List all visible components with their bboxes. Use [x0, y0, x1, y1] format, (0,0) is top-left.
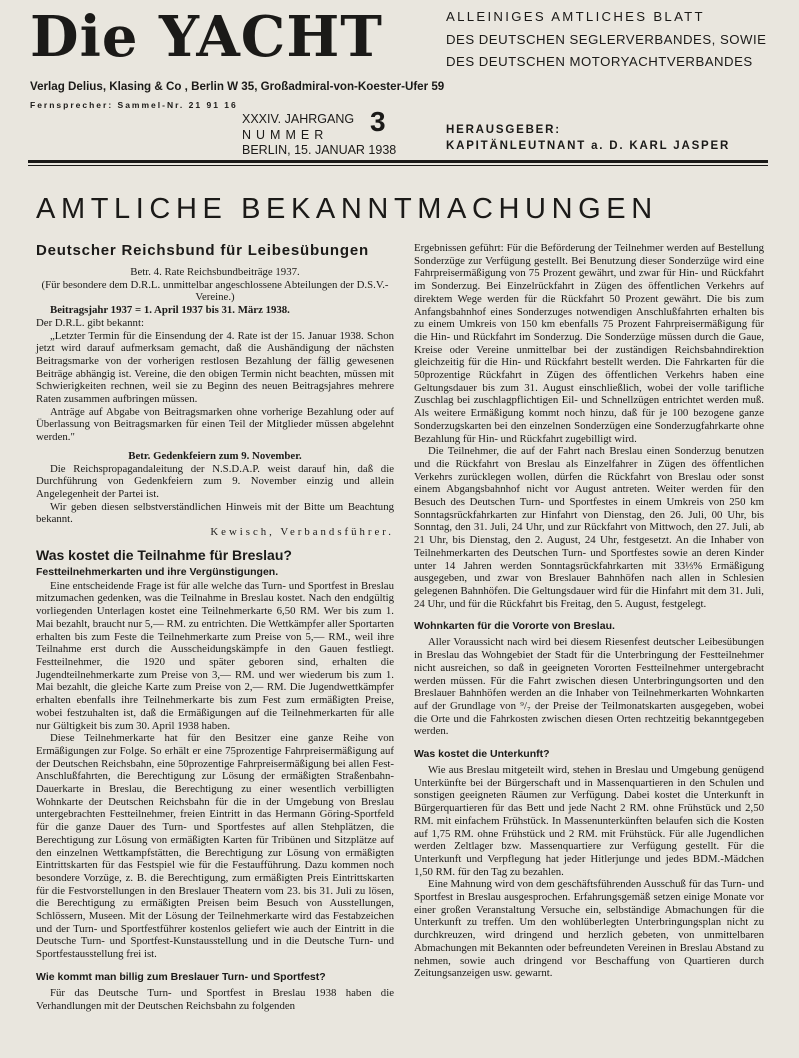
paragraph-rueckfahrt: Die Teilnehmer, die auf der Fahrt nach Breslau einen Sonderzug benutzen und die Rückfahrt von Breslau als Einzelfahrer in Zügen des öffentlichen Verkehrs zurücklegen wollen, dürfen die Rückfahrt von Breslau oder sonst einem Abgangsbahnhof nicht vor August antreten. Weiter werden für den Besuch des Deutschen Turn- und Sportfestes in einem Umkreis von 250 km Sonntagsrückfahrkarten zur Hinfahrt von Dienstag, den 26. Juli, 00 Uhr, bis Sonntag, den 31. Juli, 24 Uhr, und zur Rückfahrt von Mittwoch, den 27. Juli, ab 21 Uhr, bis Dienstag, den 2. August, 24 Uhr, festgesetzt. An die Inhaber von Teilnehmerkarten des Deutschen Turn- und Sportfestes sowie an deren Kinder unter 14 Jahren werden Sonntagsrückfahrkarten mit 33⅓% Ermäßigung ausgegeben, und zwar von Breslauer Bahnhöfen nach allen in Schlesien gelegenen Bahnhöfen. Die Geltungsdauer wird für die Hinfahrt mit dem 31. Juli, 24 Uhr, und für die Rückfahrt bis Freitag, den 5. August, festgelegt. [414, 445, 764, 610]
masthead [0, 0, 799, 175]
heading-breslau-cost: Was kostet die Teilnahme für Breslau? [36, 546, 292, 563]
paragraph-applications: Anträge auf Abgabe von Beitragsmarken ohne vorherige Bezahlung oder auf Überlassung von Beitragsmarken für einen Teil der Mitglieder müssen abgelehnt werden." [36, 405, 394, 444]
paragraph-reichsbahn: Für das Deutsche Turn- und Sportfest in Breslau 1938 haben die Verhandlungen mit der Deutschen Reichsbahn zu folgenden [36, 986, 394, 1012]
betr-rate-subtitle: (Für besondere dem D.R.L. unmittelbar angeschlossene Abteilungen der D.S.V.-Vereine.) [41, 278, 389, 304]
signature: Kewisch, Verbandsführer. [210, 526, 394, 539]
issue-info [242, 106, 442, 159]
official-line-2: DES DEUTSCHEN SEGLERVERBANDES, SOWIE [446, 31, 767, 47]
editor-block [446, 122, 786, 154]
paragraph-hinweis: Wir geben diesen selbstverständlichen Hinweis mit der Bitte um Beachtung bekannt. [36, 500, 394, 526]
drl-announces: Der D.R.L. gibt bekannt: [36, 316, 144, 329]
left-column [36, 242, 394, 1012]
editor-name: KAPITÄNLEUTNANT a. D. KARL JASPER [446, 140, 731, 152]
masthead-rule-thick [28, 160, 768, 163]
paragraph-ermaessigungen: Diese Teilnehmerkarte hat für den Besitzer eine ganze Reihe von Ermäßigungen zur Folge. So erhält er eine 75prozentige Fahrpreisermäßigung auf der Deutschen Reichsbahn, eine 50prozentige Fahrpreisermäßigung bei allen Fest-Anschlußfahrten, die Berechtigung zur Lösung der ermäßigten Straßenbahn-Dauerkarte in Breslau, die Berechtigung zu einer wesentlich verbilligten Wohnkarte der Deutschen Reichsbahn für die in der Umgebung von Breslau untergebrachten Festteilnehmer, freien Eintritt in das Hermann Göring-Sportfeld für die ganze Dauer des Turn- und Sportfestes auf allen Stehplätzen, die Berechtigung zur Lösung von ermäßigten Karten für Tribünen und Sitzplätze auf den einzelnen Wettkampfstätten, die Berechtigung zur Lösung von ermäßigten Eintrittskarten für das Festspiel wie für die Festaufführung. Dazu kommen noch besondere Vorzüge, z. B. die Berechtigung, zum ermäßigten Preis Eintrittskarten für die Festvorstellungen in den Breslauer Theatern vom 23. bis 31. Juli zu lösen, die Berechtigung zu ermäßigten Preisen beim Besuch von Ausstellungen, Schlössern, Museen. Mit der Lösung der Teilnehmerkarte wird das Festabzeichen und der Turn- und Sportfestführer kostenlos geliefert wie auch der Eintritt in die Deutsche Turn- und Sportfest-Kunstausstellung und in die Deutsche Turn- und Sportfestausstellung frei ist. [36, 732, 394, 961]
beitragsjahr: Beitragsjahr 1937 = 1. April 1937 bis 31. März 1938. [50, 304, 290, 317]
subheading-travel: Wie kommt man billig zum Breslauer Turn- und Sportfest? [36, 970, 326, 983]
official-line-3: DES DEUTSCHEN MOTORYACHTVERBANDES [446, 54, 753, 69]
issue-date: BERLIN, 15. JANUAR 1938 [242, 143, 397, 157]
newspaper-title: Die YACHT [30, 4, 383, 70]
paragraph-wohnkarten: Aller Voraussicht nach wird bei diesem Riesenfest deutscher Leibesübungen in Breslau das Wohngebiet der Stadt für die Unterbringung der Festteilnehmer nicht ausreichen, so daß in geeigneten Vororten Festteilnehmer untergebracht werden müssen. Für die Fahrt zwischen diesen Unterbringungsorten und den Breslauer Bahnhöfen werden an die Inhaber von Teilnehmerkarten Wohnkarten auf der Grundlage von ⁹/₇ der Preise der Teilmonatskarten ausgegeben, wobei die Orte und die Fahrkosten zwischen diesen Orten rechtzeitig bekanntgegeben werden. [414, 636, 764, 738]
betr-rate-title: Betr. 4. Rate Reichsbundbeiträge 1937. [130, 266, 300, 278]
heading-reichsbund: Deutscher Reichsbund für Leibesübungen [36, 242, 369, 259]
subheading-wohnkarten: Wohnkarten für die Vororte von Breslau. [414, 620, 615, 633]
phone-number: Fernsprecher: Sammel-Nr. 21 91 16 [30, 100, 238, 110]
masthead-rule-thin [28, 165, 768, 166]
paragraph-teilnehmerkarte: Eine entscheidende Frage ist für alle welche das Turn- und Sportfest in Breslau mitzumachen gedenken, was die Teilnahme in Breslau kostet. Nach den endgültig vorliegenden Unterlagen kostet eine Teilnehmerkarte 6,50 RM. Wer bis zum 1. Mai bezahlt, braucht nur 5,— RM. zu entrichten. Die Wettkämpfer aller Sportarten erhalten bis zum Feste die Teilnehmerkarte zum Preise von 5,— RM., weil ihre Teilnahme erst durch die Ausscheidungskämpfe in den Gauen festliegt. Festteilnehmer, die 1920 und später geboren sind, erhalten die Jugendteilnehmerkarte zum Preise von 3,— RM. und wer wiederum bis zum 1. Mai bezahlt, die gleiche Karte zum Preise von 2,— RM. Die Jugendwettkämpfer erhalten ebenfalls ihre Teilnehmerkarte bis zum Fest zum ermäßigten Preise, wobei festzuhalten ist, daß die Ermäßigungen auf die Teilnehmerkarten für alle nur Gültigkeit bis zum 30. April 1938 haben. [36, 579, 394, 732]
official-statement [446, 6, 786, 74]
number-label: NUMMER [242, 127, 329, 142]
paragraph-deadline: „Letzter Termin für die Einsendung der 4. Rate ist der 15. Januar 1938. Schon jetzt wird darauf aufmerksam gemacht, daß die Aushändigung der nächsten Beitragsmarke von der vorherigen restlosen Bezahlung der fällig gewesenen Beiträge abhängig ist. Vereine, die den obigen Termin nicht beachten, müssen mit Schwierigkeiten rechnen, weil sie zu Beginn des neuen Beitragsjahres mehrere Raten zusammen aufbringen müssen. [36, 329, 394, 406]
right-column [414, 242, 764, 980]
volume: XXXIV. JAHRGANG [242, 112, 355, 126]
betr-gedenkfeiern: Betr. Gedenkfeiern zum 9. November. [128, 449, 302, 462]
paragraph-unterkunft: Wie aus Breslau mitgeteilt wird, stehen in Breslau und Umgebung genügend Unterkünfte bei der Bürgerschaft und in Massenquartieren in den Schulen und sonstigen geeigneten Räumen zur Verfügung. Dabei kostet die Unterkunft in Bürgerquartieren für das Bett und jede Nacht 2 RM. ohne Frühstück und 2,50 RM. mit einfachem Frühstück. In Massenunterkünften belaufen sich die Kosten auf 1,75 RM. ohne Frühstück und 2 RM. mit Frühstück. Für alle Jugendlichen werden Zeltlager bzw. Massenquartiere zur Verfügung gestellt. Für die Unterkunft und Verpflegung hat jeder Hitlerjunge und jedes BDM.-Mädchen 1,50 RM. für den Tag zu bezahlen. [414, 764, 764, 878]
issue-number: 3 [370, 106, 386, 137]
paragraph-sonderzuege: Ergebnissen geführt: Für die Beförderung der Teilnehmer werden auf Bestellung Sonderzüge zur Verfügung gestellt. Bei Benutzung dieser Sonderzüge wird eine Fahrpreisermäßigung von 75 Prozent gewährt, und zwar für Hin- und Rückfahrt im Sonderzug. Bei Einzelrückfahrt in Zügen des öffentlichen Verkehrs auf direktem Wege werden für die Rückfahrt 50 Prozent gewährt. Die bis zum Anfangsbahnhof eines Sonderzuges notwendigen Anschlußfahrten erhalten bis zu einem Umkreis von 150 km ebenfalls 75 Prozent Fahrpreisermäßigung für die Hin- und Rückfahrt im Sonderzug. Die Sonderzüge müssen durch die Gaue, Kreise oder Vereine unmittelbar bei der zuständigen Reichsbahndirektion gleichzeitig für die Hin- und Rückfahrt bestellt werden. Die Fahrkarten für die 50prozentige Rückfahrt in Zügen des öffentlichen Verkehrs haben eine Geltungsdauer bis zum 31. August einschließlich, wobei der volle tarifliche Zuschlag bei zuschlagpflichtigen Eil- und Schnellzügen entrichtet werden muß. Als weitere Ermäßigung kommt noch hinzu, daß für je 100 bezogene ganze Sonderzugskarten bei den einzelnen Sonderzügen eine Sonderzugfahrkarte ohne Bezahlung für Hin- und Rückfahrt zugebilligt wird. [414, 242, 764, 445]
paragraph-gedenkfeiern: Die Reichspropagandaleitung der N.S.D.A.P. weist darauf hin, daß die Durchführung von Gedenkfeiern zum 9. November einzig und allein Angelegenheit der Partei ist. [36, 462, 394, 500]
official-line-1: ALLEINIGES AMTLICHES BLATT [446, 9, 705, 24]
publisher-address: Verlag Delius, Klasing & Co , Berlin W 35, Großadmiral-von-Koester-Ufer 59 [30, 80, 445, 93]
paragraph-mahnung: Eine Mahnung wird von dem geschäftsführenden Ausschuß für das Turn- und Sportfest in Breslau ausgesprochen. Erfahrungsgemäß setzen einige Monate vor einer großen Veranstaltung Versuche ein, selbständige Abmachungen für die Unterkunft zu treffen. Um den wohlüberlegten Unterbringungsplan nicht zu durchkreuzen, wird dringend und herzlich gebeten, von unmittelbaren Abmachungen mit Bekannten oder befreundeten Vereinen in Breslau Abstand zu nehmen, sowie auch dringend vor Beschaffung von Quartieren durch Zeitungsanzeigen usw. gewarnt. [414, 878, 764, 980]
section-title: AMTLICHE BEKANNTMACHUNGEN [36, 193, 658, 225]
subheading-unterkunft: Was kostet die Unterkunft? [414, 748, 550, 761]
subheading-festteilnehmerkarten: Festteilnehmerkarten und ihre Vergünstigungen. [36, 565, 279, 578]
editor-label: HERAUSGEBER: [446, 124, 561, 136]
